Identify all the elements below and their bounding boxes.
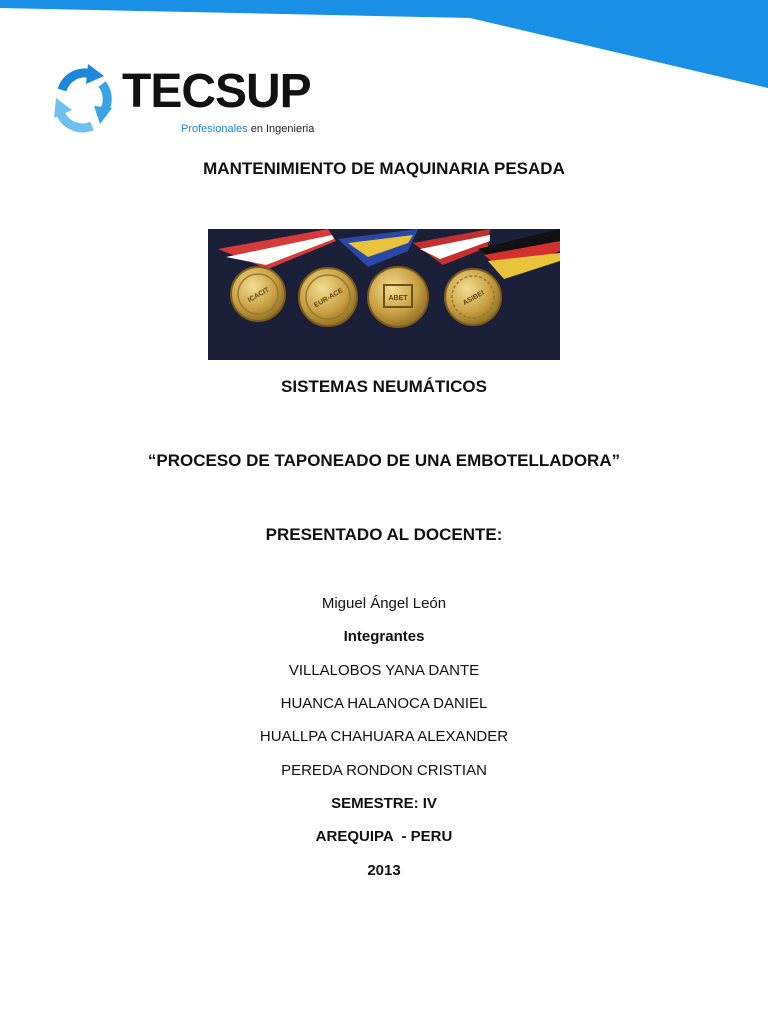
subject-title: SISTEMAS NEUMÁTICOS xyxy=(281,377,487,396)
logo-tagline-rest: en Ingenieria xyxy=(247,123,315,135)
medal-label-1: ICACIT xyxy=(246,286,271,305)
member-1: VILLALOBOS YANA DANTE xyxy=(288,662,480,679)
teacher-name: Miguel Ángel León xyxy=(321,595,447,612)
medal-label-3: ABET xyxy=(388,295,408,302)
tecsup-logo xyxy=(48,62,328,142)
logo-tagline xyxy=(181,123,314,135)
logo-tagline-accent: Profesionales xyxy=(181,123,248,135)
logo-wordmark: TECSUP xyxy=(122,65,311,118)
year: 2013 xyxy=(367,862,401,879)
member-2: HUANCA HALANOCA DANIEL xyxy=(280,695,488,712)
course-title: MANTENIMIENTO DE MAQUINARIA PESADA xyxy=(203,159,565,178)
members-label: Integrantes xyxy=(343,628,425,645)
semester: SEMESTRE: IV xyxy=(331,795,437,812)
recycle-arrows-icon xyxy=(48,62,118,138)
medal-label-4: ASIBEI xyxy=(461,289,486,308)
medal-label-2: EUR-ACE xyxy=(313,287,345,310)
location: AREQUIPA - PERU xyxy=(315,828,453,845)
accreditation-medals-image xyxy=(208,229,560,360)
member-4: PEREDA RONDON CRISTIAN xyxy=(281,762,487,779)
presented-to-label: PRESENTADO AL DOCENTE: xyxy=(265,525,503,544)
member-3: HUALLPA CHAHUARA ALEXANDER xyxy=(259,728,509,745)
project-title: “PROCESO DE TAPONEADO DE UNA EMBOTELLADORA” xyxy=(147,451,621,470)
